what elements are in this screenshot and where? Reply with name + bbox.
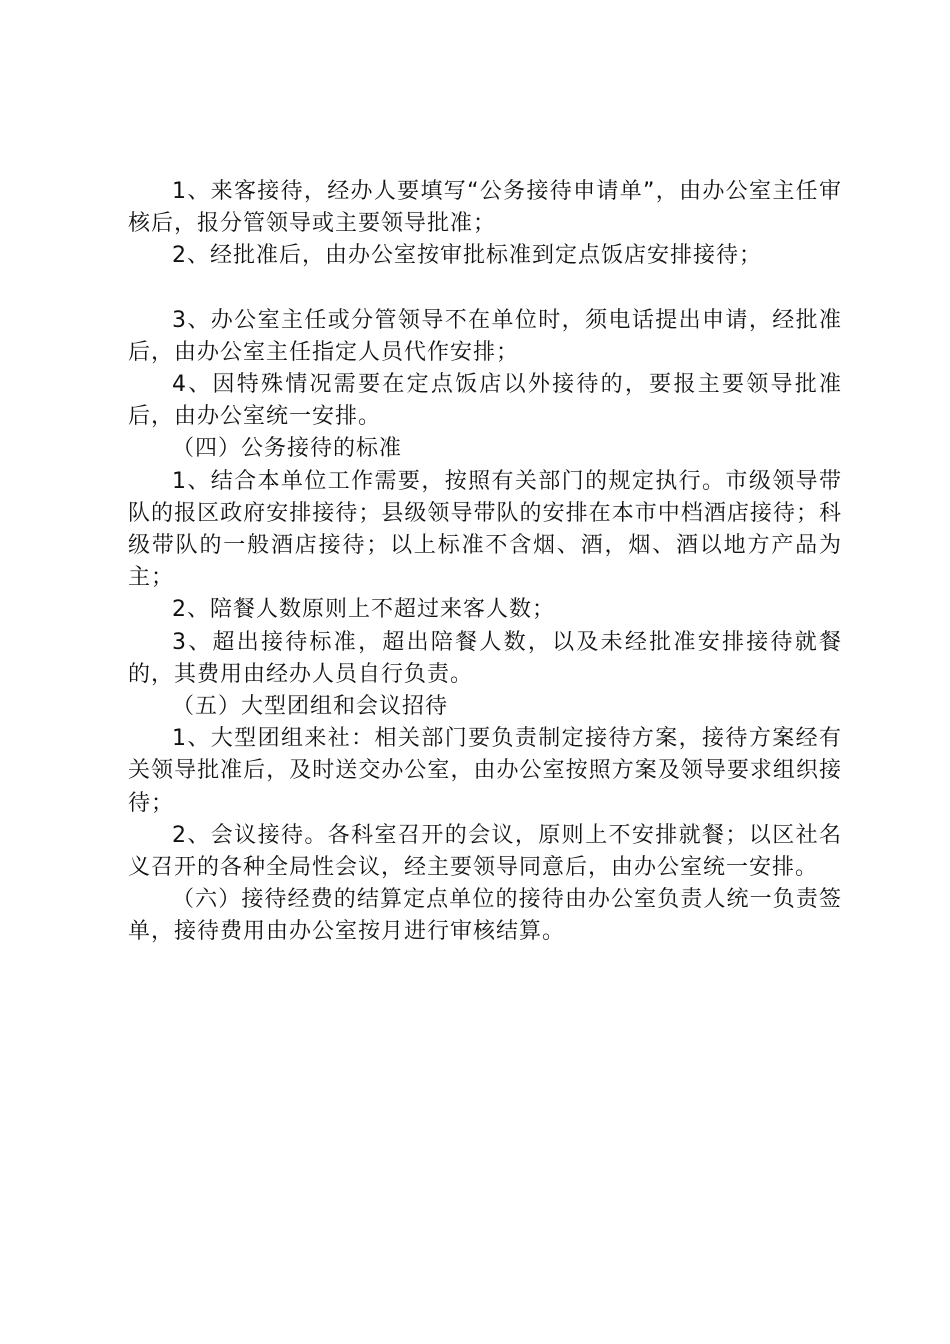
paragraph-standard-3: 3、超出接待标准，超出陪餐人数，以及未经批准安排接待就餐的，其费用由经办人员自行负责。 (128, 629, 842, 687)
paragraph-item-4: 4、因特殊情况需要在定点饭店以外接待的，要报主要领导批准后，由办公室统一安排。 (128, 372, 842, 430)
paragraph-groups-1: 1、大型团组来社：相关部门要负责制定接待方案，接待方案经有关领导批准后，及时送交办公室，由办公室按照方案及领导要求组织接待； (128, 726, 842, 816)
paragraph-settlement: （六）接待经费的结算定点单位的接待由办公室负责人统一负责签单，接待费用由办公室按月进行审核结算。 (128, 887, 842, 945)
document-body (128, 176, 842, 949)
paragraph-standard-1: 1、结合本单位工作需要，按照有关部门的规定执行。市级领导带队的报区政府安排接待；县级领导带队的安排在本市中档酒店接待；科级带队的一般酒店接待；以上标准不含烟、酒，烟、酒以地方产品为主； (128, 468, 842, 591)
section-heading-standards: （四）公务接待的标准 (172, 436, 403, 462)
paragraph-item-3: 3、办公室主任或分管领导不在单位时，须电话提出申请，经批准后，由办公室主任指定人员代作安排； (128, 307, 842, 365)
section-heading-groups-meetings: （五）大型团组和会议招待 (172, 694, 449, 720)
paragraph-item-2: 2、经批准后，由办公室按审批标准到定点饭店安排接待； (172, 243, 762, 269)
paragraph-standard-2: 2、陪餐人数原则上不超过来客人数； (172, 597, 555, 623)
paragraph-item-1: 1、来客接待，经办人要填写“公务接待申请单”，由办公室主任审核后，报分管领导或主要领导批准； (128, 179, 842, 237)
paragraph-groups-2: 2、会议接待。各科室召开的会议，原则上不安排就餐；以区社名义召开的各种全局性会议，经主要领导同意后，由办公室统一安排。 (128, 822, 842, 881)
